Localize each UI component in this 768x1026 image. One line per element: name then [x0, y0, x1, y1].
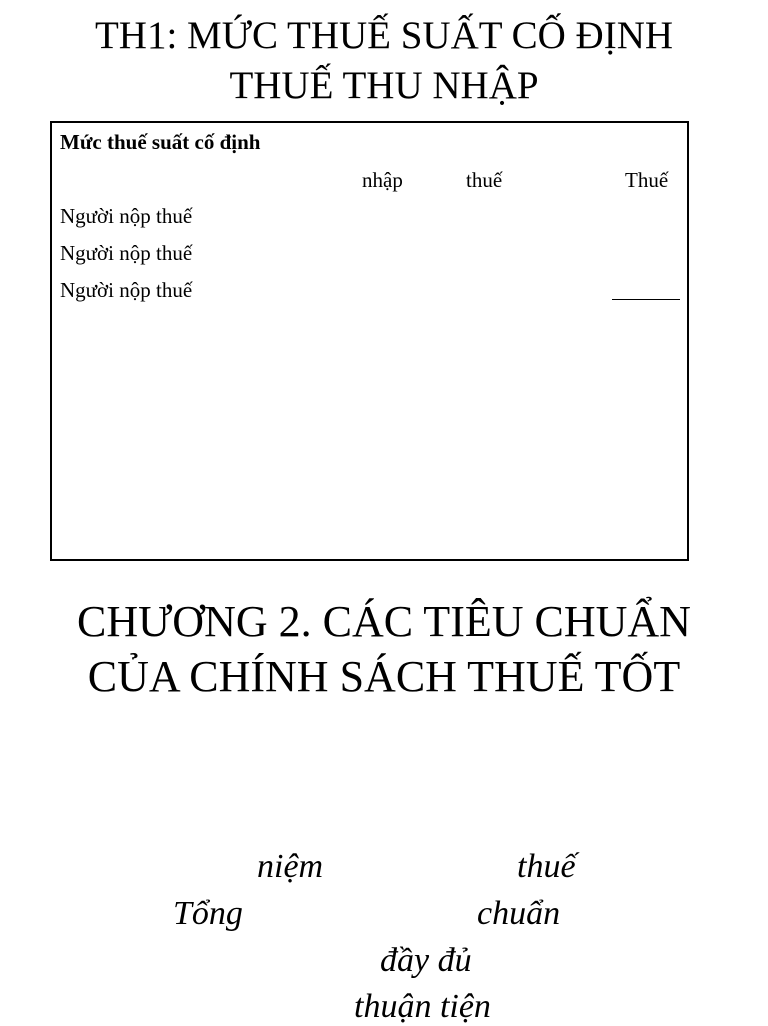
- slide1-title-line2: THUẾ THU NHẬP: [229, 64, 539, 107]
- fragment-niem: niệm: [257, 848, 324, 885]
- fragment-thue: thuế: [517, 848, 576, 885]
- fragment-day-du: đầy đủ: [380, 942, 472, 979]
- table-row-label: Người nộp thuế: [60, 278, 193, 302]
- slide1-title-line1: TH1: MỨC THUẾ SUẤT CỐ ĐỊNH: [94, 14, 674, 57]
- col-header-nhap: nhập: [362, 168, 403, 192]
- col-header-thue: thuế: [466, 168, 503, 192]
- col-header-thue-capital: Thuế: [625, 168, 669, 192]
- fragment-tong: Tổng: [173, 895, 243, 932]
- fragment-chuan: chuẩn: [477, 895, 561, 932]
- slide2-title-line2: CỦA CHÍNH SÁCH THUẾ TỐT: [87, 652, 681, 701]
- slide2-title-line1: CHƯƠNG 2. CÁC TIÊU CHUẨN: [77, 597, 691, 646]
- table-heading: Mức thuế suất cố định: [60, 130, 261, 154]
- table-row-label: Người nộp thuế: [60, 241, 193, 265]
- tax-table-box: [50, 121, 689, 561]
- sum-underline: [612, 299, 680, 300]
- table-row-label: Người nộp thuế: [60, 204, 193, 228]
- fragment-thuan-tien: thuận tiện: [354, 988, 491, 1025]
